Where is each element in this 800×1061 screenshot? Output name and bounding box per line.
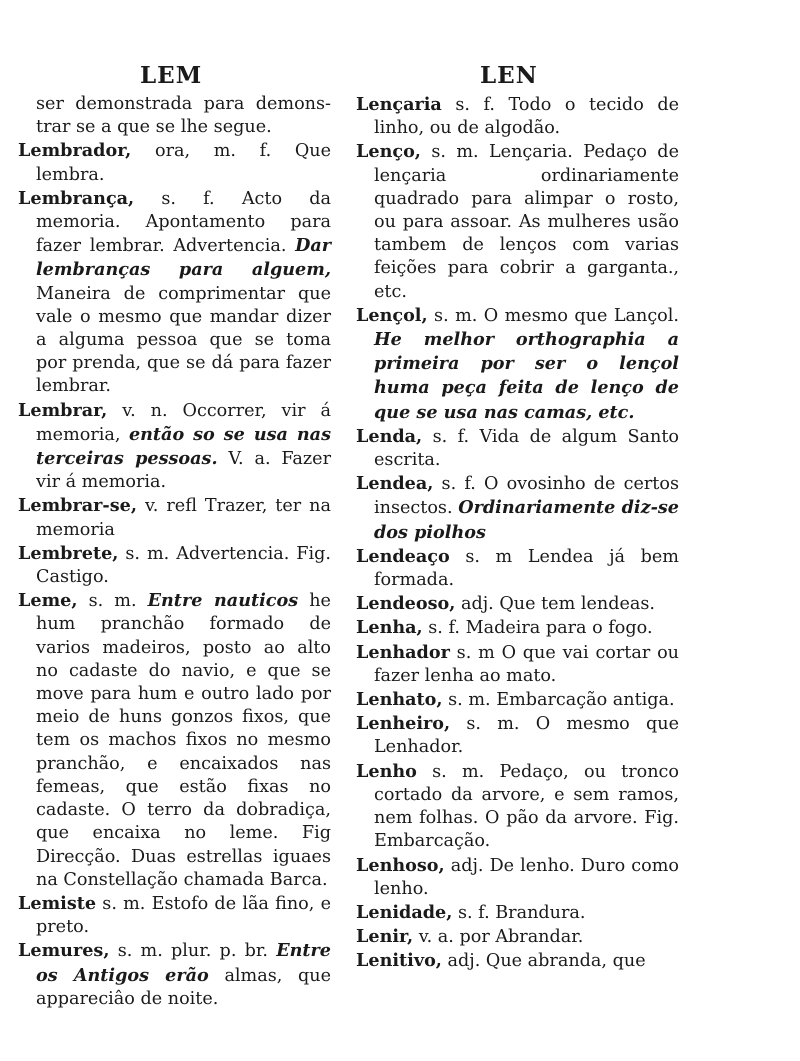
entry-definition: s. m. plur. p. br.: [109, 941, 277, 962]
entry-headword: Lenhador: [356, 641, 450, 663]
entry-definition: ser demonstrada para demons- trar se a que se lhe segue.: [36, 94, 331, 138]
dictionary-entry: [356, 854, 679, 901]
entry-headword: Lenhato,: [356, 689, 443, 711]
entry-definition: s. m.: [77, 591, 148, 612]
entry-headword: Lenço,: [356, 141, 421, 163]
right-running-head: LEN: [480, 62, 538, 89]
entry-definition: adj. Que abranda, que: [441, 951, 646, 972]
entry-definition: s. f. Todo o tecido de linho, ou de algodão.: [374, 95, 679, 139]
dictionary-entry: [356, 688, 679, 712]
entry-definition: s. m. Pedaço, ou tronco cortado da arvore, e sem ramos, nem folhas. O pão da arvore. Fig. Embarcação.: [374, 761, 679, 852]
entry-definition: s. m. O mesmo que Lenhador.: [374, 714, 679, 758]
entry-headword: Lenheiro,: [356, 713, 451, 735]
dictionary-entry: [356, 616, 679, 640]
entry-italic-note: Entre nauticos: [147, 590, 299, 612]
entry-definition: adj. De lenho. Duro como lenho.: [374, 855, 679, 899]
entry-definition: v. a. por Abrandar.: [413, 927, 584, 948]
entry-definition: s. m. Lençaria. Pedaço de lençaria ordinariamente quadrado para alimpar o rosto, ou para assoar. As mulheres usão tambem de lenços com varias feições para cobrir a garganta., etc.: [374, 142, 679, 302]
entry-headword: Lenho: [356, 760, 417, 782]
entry-definition-tail: he hum pranchão formado de varios madeiros, posto ao alto no cadaste do navio, e que se move para hum e outro lado por meio de huns gonzos fixos, que tem os machos fixos no mesmo pranchão, e encaixados nas femeas, que estão fixas no cadaste. O terro da dobradiça, que encaixa no leme. Fig Direcção. Duas estrellas iguaes na Constellação chamada Barca.: [36, 591, 331, 890]
dictionary-entry: [356, 93, 679, 140]
right-column: [356, 93, 679, 974]
entry-definition: s. f. Madeira para o fogo.: [422, 618, 653, 639]
dictionary-entry: [18, 542, 331, 589]
entry-definition: s. f. Vida de algum Santo escrita.: [374, 426, 679, 471]
entry-headword: Lençaria: [356, 94, 442, 115]
dictionary-entry: [356, 901, 679, 925]
dictionary-entry: [18, 589, 331, 892]
dictionary-entry: [356, 472, 679, 545]
entry-headword: Lençol,: [356, 304, 428, 326]
entry-definition: s. m. Advertencia. Fig. Castigo.: [36, 543, 331, 588]
entry-italic-note: He melhor orthographia a primeira por ser o lençol huma peça feita de lenço de que se usa nas camas, etc.: [374, 329, 679, 423]
entry-italic-note: Ordinariamente diz-se dos piolhos: [374, 497, 679, 543]
entry-definition: s. f. Acto da memoria. Apontamento para fazer lembrar. Advertencia.: [36, 188, 331, 257]
dictionary-entry: [356, 425, 679, 472]
entry-definition-tail: almas, que appareciâo de noite.: [36, 965, 331, 1009]
dictionary-entry: [356, 140, 679, 303]
entry-definition: adj. Que tem lendeas.: [455, 594, 656, 615]
entry-continuation: [18, 93, 331, 139]
entry-definition: v. refl Trazer, ter na memoria: [36, 496, 331, 540]
entry-definition: s. m. Embarcação antiga.: [442, 690, 675, 711]
dictionary-entry: [356, 304, 679, 425]
dictionary-entry: [356, 760, 679, 854]
entry-headword: Lendeoso,: [356, 593, 456, 615]
entry-definition: s. m. Estofo de lãa fino, e preto.: [36, 893, 331, 938]
dictionary-entry: [356, 712, 679, 759]
dictionary-entry: [18, 139, 331, 186]
entry-headword: Lenda,: [356, 425, 423, 447]
entry-definition: s. f. O ovosinho de certos insectos.: [374, 474, 679, 519]
dictionary-entry: [356, 949, 679, 973]
entry-headword: Lendeaço: [356, 545, 450, 567]
entry-headword: Lembrança,: [18, 187, 135, 209]
entry-headword: Lenidade,: [356, 901, 453, 923]
entry-definition: s. m O que vai cortar ou fazer lenha ao mato.: [374, 642, 679, 686]
dictionary-entry: [18, 399, 331, 495]
dictionary-entry: [356, 545, 679, 592]
entry-definition: ora, m. f. Que lembra.: [36, 141, 331, 185]
dictionary-entry: [356, 641, 679, 688]
entry-definition: v. n. Occorrer, vir á memoria,: [36, 400, 331, 445]
entry-headword: Lembrar-se,: [18, 495, 137, 517]
entry-headword: Lemures,: [18, 940, 110, 962]
left-column: [18, 93, 331, 1011]
entry-headword: Lembrador,: [18, 140, 132, 162]
dictionary-entry: [18, 939, 331, 1011]
dictionary-entry: [356, 925, 679, 949]
entry-headword: Lendea,: [356, 473, 434, 495]
entry-headword: Lembrar,: [18, 399, 108, 421]
entry-definition: s. f. Brandura.: [452, 902, 586, 923]
entry-headword: Lenir,: [356, 926, 414, 948]
dictionary-entry: [356, 592, 679, 616]
entry-definition-tail: Maneira de comprimentar que vale o mesmo que mandar dizer a alguma pessoa que se toma por prenda, que se dá para fazer lembrar.: [36, 283, 331, 397]
dictionary-entry: [18, 892, 331, 939]
entry-headword: Lenhoso,: [356, 854, 445, 876]
entry-headword: Lembrete,: [18, 542, 119, 564]
entry-definition-tail: V. a. Fazer vir á memoria.: [36, 449, 331, 493]
entry-headword: Lenha,: [356, 617, 423, 639]
dictionary-entry: [18, 494, 331, 541]
entry-definition: s. m Lendea já bem formada.: [374, 546, 679, 591]
entry-headword: Lemiste: [18, 892, 97, 914]
dictionary-entry: [18, 187, 331, 399]
entry-definition: s. m. O mesmo que Lançol.: [427, 305, 679, 326]
left-running-head: LEM: [140, 62, 203, 89]
entry-headword: Lenitivo,: [356, 950, 442, 972]
entry-italic-note: Entre os Antigos erão: [36, 940, 331, 986]
entry-headword: Leme,: [18, 590, 78, 612]
entry-italic-note: então so se usa nas terceiras pessoas.: [36, 423, 331, 470]
entry-italic-note: Dar lembranças para alguem,: [36, 235, 331, 281]
